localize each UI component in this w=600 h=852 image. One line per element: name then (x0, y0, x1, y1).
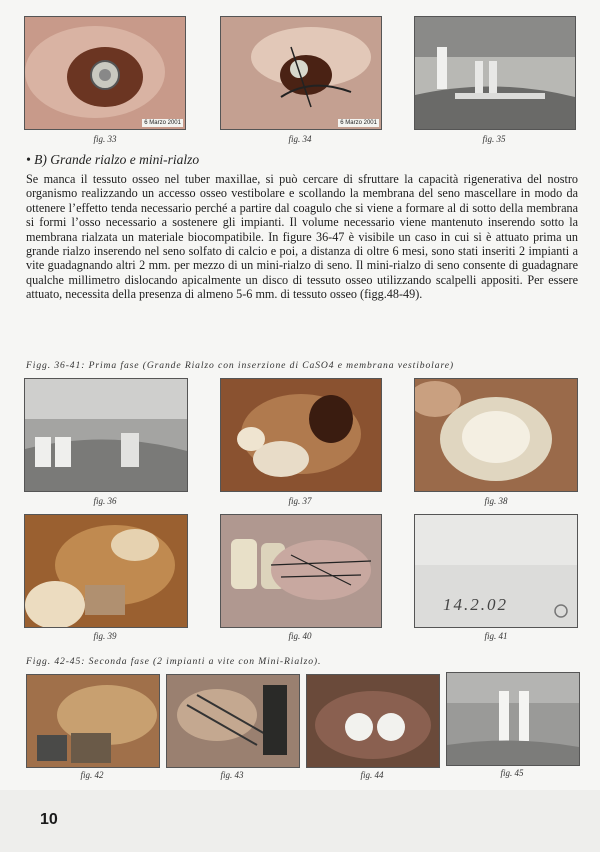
caption-fig-38: fig. 38 (484, 496, 508, 506)
date-stamp: 6 Marzo 2001 (144, 120, 181, 126)
xray-graphic (447, 673, 579, 765)
page-number: 10 (40, 811, 58, 828)
photo-fig-41 (414, 514, 578, 628)
photo-fig-33 (24, 16, 186, 130)
body-paragraph: Se manca il tessuto osseo nel tuber maxillae, si può cercare di sfruttare la capacità rigenerativa del nostro organismo realizzando un accesso osseo vestibolare e scollando la membrana del seno mascellare in modo da ottenere l’effetto tenda necessario perché a partire dal coagulo che si viene a formare al di sotto della membrana si formi l’osso necessario a sostenere gli impianti. Il volume necessario viene mantenuto inserendo sotto la membrana rialzata un materiale biocompatibile. In figure 36-47 è visibile un caso in cui si è attuato prima un grande rialzo inserendo nel seno solfato di calcio e poi, a distanza di oltre 6 mesi, sono stati inseriti 2 impianti a vite guadagnando altri 2 mm. per mezzo di un mini-rialzo di seno. Il mini-rialzo di seno consente di guadagnare qualche millimetro dislocando apicalmente un disco di tessuto osseo utilizzando scalpelli appositi. Per essere attuato, necessita della presenza di almeno 5-6 mm. di tessuto osseo (figg.48-49). (26, 172, 578, 302)
footer-band (0, 790, 600, 852)
photo-fig-34 (220, 16, 382, 130)
photo-fig-43 (166, 674, 300, 768)
photo-fig-35 (414, 16, 576, 130)
caption-fig-36: fig. 36 (93, 496, 117, 506)
figure-group-heading-1: Figg. 36-41: Prima fase (Grande Rialzo con inserzione di CaSO4 e membrana vestibolare) (26, 360, 454, 371)
clinical-photo-graphic (221, 379, 381, 491)
date-stamp: 6 Marzo 2001 (340, 120, 377, 126)
clinical-photo-graphic (25, 17, 185, 129)
photo-fig-36 (24, 378, 188, 492)
figure-group-heading-2: Figg. 42-45: Seconda fase (2 impianti a vite con Mini-Rialzo). (26, 656, 322, 667)
handwritten-date: 14.2.02 (443, 595, 508, 614)
photo-fig-40 (220, 514, 382, 628)
section-title: • B) Grande rialzo e mini-rialzo (26, 152, 200, 167)
photo-fig-45 (446, 672, 580, 766)
caption-fig-43: fig. 43 (220, 770, 244, 780)
caption-fig-41: fig. 41 (484, 631, 508, 641)
caption-fig-45: fig. 45 (500, 768, 524, 778)
photo-fig-39 (24, 514, 188, 628)
clinical-photo-graphic (167, 675, 299, 767)
xray-graphic (25, 379, 187, 491)
photo-fig-44 (306, 674, 440, 768)
caption-fig-44: fig. 44 (360, 770, 384, 780)
caption-fig-39: fig. 39 (93, 631, 117, 641)
clinical-photo-graphic (307, 675, 439, 767)
clinical-photo-graphic (221, 17, 381, 129)
photo-fig-38 (414, 378, 578, 492)
caption-fig-35: fig. 35 (482, 134, 506, 144)
caption-fig-34: fig. 34 (288, 134, 312, 144)
photo-fig-37 (220, 378, 382, 492)
clinical-photo-graphic (27, 675, 159, 767)
clinical-photo-graphic (25, 515, 187, 627)
caption-fig-37: fig. 37 (288, 496, 312, 506)
photo-fig-42 (26, 674, 160, 768)
caption-fig-33: fig. 33 (93, 134, 117, 144)
caption-fig-42: fig. 42 (80, 770, 104, 780)
clinical-photo-graphic (221, 515, 381, 627)
xray-graphic (415, 17, 575, 129)
clinical-photo-graphic (415, 379, 577, 491)
caption-fig-40: fig. 40 (288, 631, 312, 641)
